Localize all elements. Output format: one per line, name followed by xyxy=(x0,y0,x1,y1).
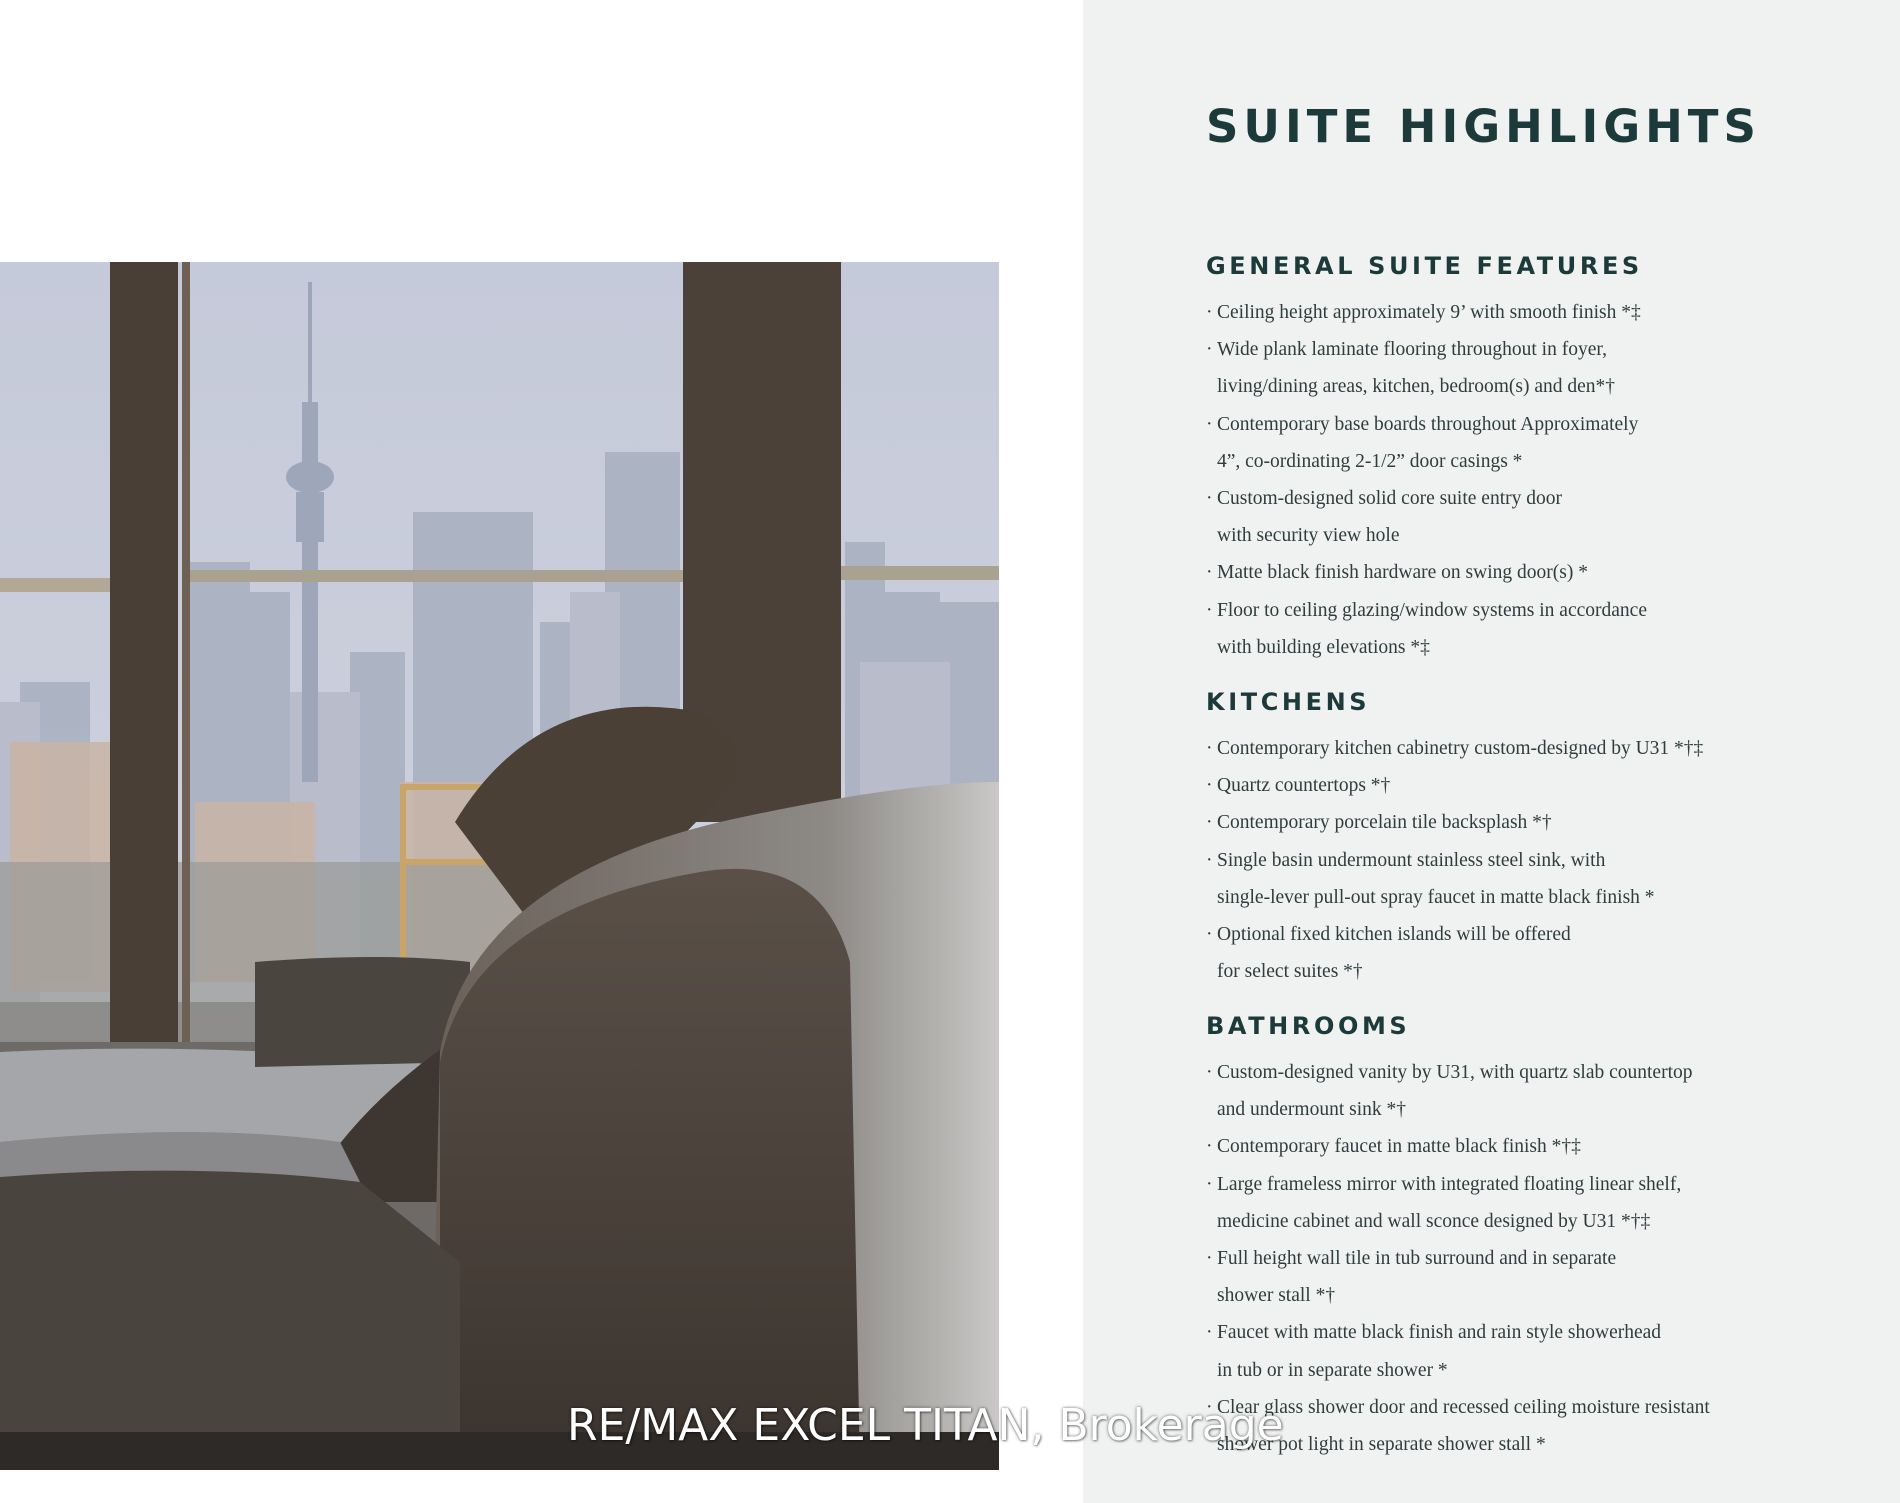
list-item: · Ceiling height approximately 9’ with smooth finish *‡ xyxy=(1206,294,1826,331)
brokerage-watermark: RE/MAX EXCEL TITAN, Brokerage xyxy=(567,1400,1284,1451)
list-item: · Faucet with matte black finish and rain style showerhead in tub or in separate shower * xyxy=(1206,1314,1826,1388)
section-heading: GENERAL SUITE FEATURES xyxy=(1206,252,1643,280)
photo-illustration xyxy=(0,262,999,1470)
list-item: · Contemporary porcelain tile backsplash *† xyxy=(1206,804,1826,841)
list-item: · Custom-designed solid core suite entry door with security view hole xyxy=(1206,480,1826,554)
list-item: · Matte black finish hardware on swing door(s) * xyxy=(1206,554,1826,591)
feature-list xyxy=(1206,730,1826,990)
feature-list xyxy=(1206,1054,1826,1463)
feature-list xyxy=(1206,294,1826,666)
list-item: · Floor to ceiling glazing/window systems in accordance with building elevations *‡ xyxy=(1206,592,1826,666)
list-item: · Large frameless mirror with integrated floating linear shelf, medicine cabinet and wall sconce designed by U31 *†‡ xyxy=(1206,1166,1826,1240)
interior-city-view-photo xyxy=(0,262,999,1470)
list-item: · Quartz countertops *† xyxy=(1206,767,1826,804)
list-item: · Custom-designed vanity by U31, with quartz slab countertop and undermount sink *† xyxy=(1206,1054,1826,1128)
page-title: SUITE HIGHLIGHTS xyxy=(1206,100,1761,153)
list-item: · Contemporary kitchen cabinetry custom-designed by U31 *†‡ xyxy=(1206,730,1826,767)
section-heading: BATHROOMS xyxy=(1206,1012,1411,1040)
list-item: · Clear glass shower door and recessed ceiling moisture resistant shower pot light in separate shower stall * xyxy=(1206,1389,1826,1463)
list-item: · Full height wall tile in tub surround and in separate shower stall *† xyxy=(1206,1240,1826,1314)
section-heading: KITCHENS xyxy=(1206,688,1371,716)
list-item: · Wide plank laminate flooring throughout in foyer, living/dining areas, kitchen, bedroom(s) and den*† xyxy=(1206,331,1826,405)
list-item: · Single basin undermount stainless steel sink, with single-lever pull-out spray faucet in matte black finish * xyxy=(1206,842,1826,916)
section-kitchens xyxy=(1206,688,1826,990)
list-item: · Contemporary faucet in matte black finish *†‡ xyxy=(1206,1128,1826,1165)
section-bathrooms xyxy=(1206,1012,1826,1463)
list-item: · Contemporary base boards throughout Approximately 4”, co-ordinating 2-1/2” door casings * xyxy=(1206,406,1826,480)
list-item: · Optional fixed kitchen islands will be offered for select suites *† xyxy=(1206,916,1826,990)
section-general-suite-features xyxy=(1206,252,1826,666)
